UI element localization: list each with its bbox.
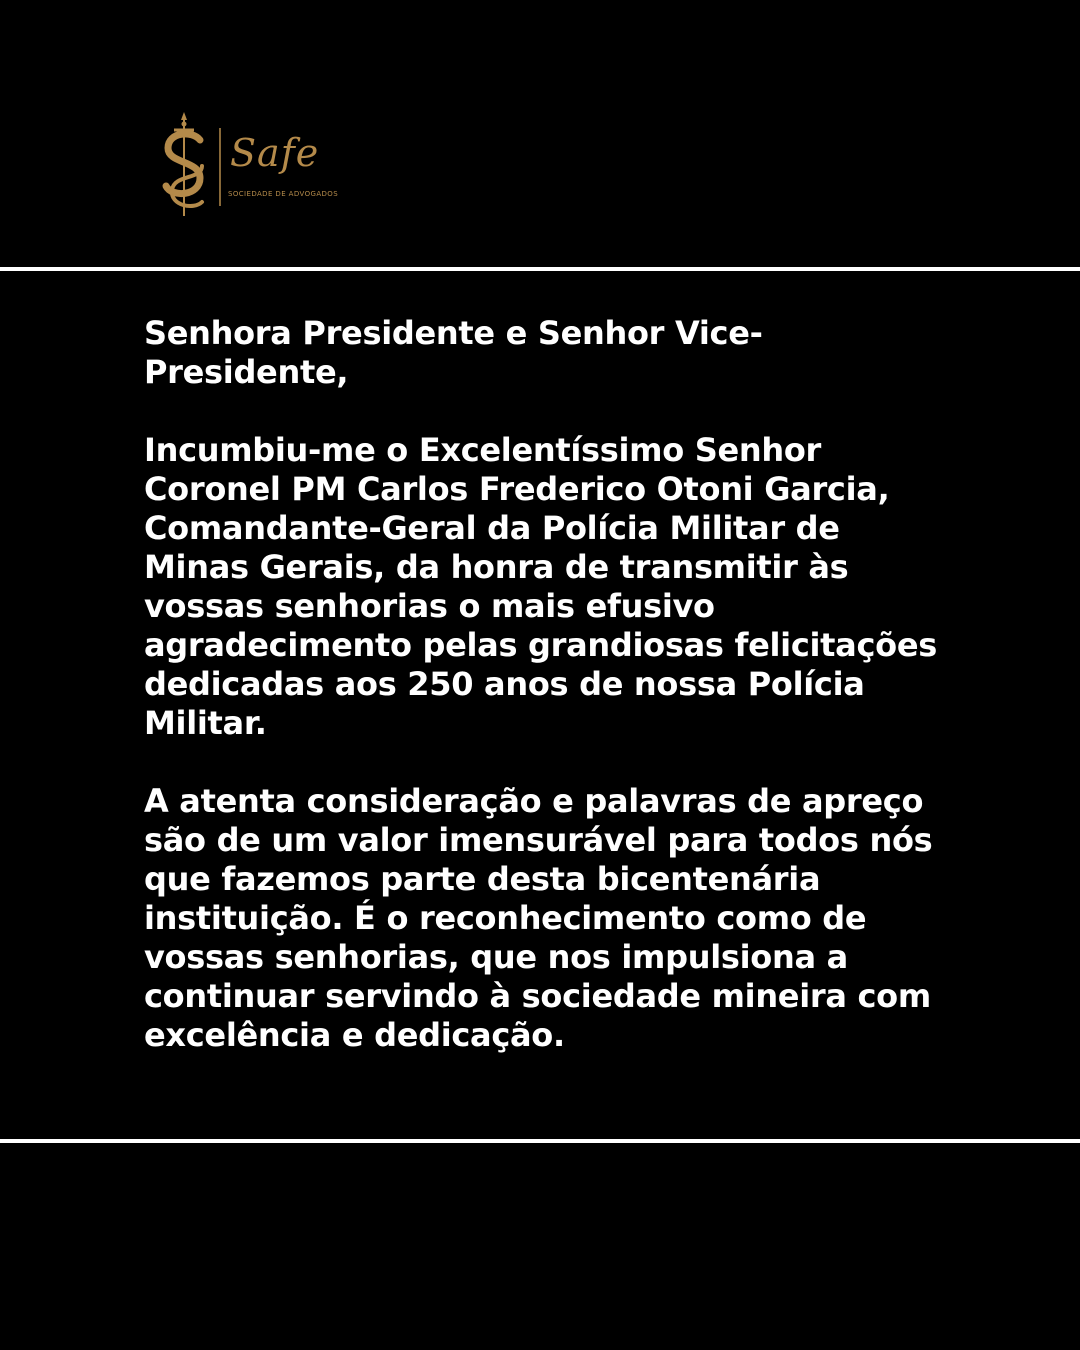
- logo-wordmark: Safe: [230, 131, 320, 175]
- bottom-divider: [0, 1139, 1080, 1143]
- salutation: Senhora Presidente e Senhor Vice-Presidente,: [144, 314, 763, 391]
- logo-tagline: SOCIEDADE DE ADVOGADOS: [228, 190, 339, 198]
- paragraph-appreciation: A atenta consideração e palavras de apreço são de um valor imensurável para todos nós que fazemos parte desta bicentenária instituição. É o reconhecimento como de vossas senhorias, que nos impulsiona a continuar servindo à sociedade mineira com excelência e dedicação.: [144, 782, 933, 1054]
- paragraph-acknowledgement: Incumbiu-me o Excelentíssimo Senhor Coronel PM Carlos Frederico Otoni Garcia, Comandante-Geral da Polícia Militar de Minas Gerais, da honra de transmitir às vossas senhorias o mais efusivo agradecimento pelas grandiosas felicitações dedicadas aos 250 anos de nossa Polícia Militar.: [144, 431, 937, 742]
- message-body: [144, 314, 944, 1055]
- top-divider: [0, 267, 1080, 271]
- brand-logo: [160, 110, 350, 222]
